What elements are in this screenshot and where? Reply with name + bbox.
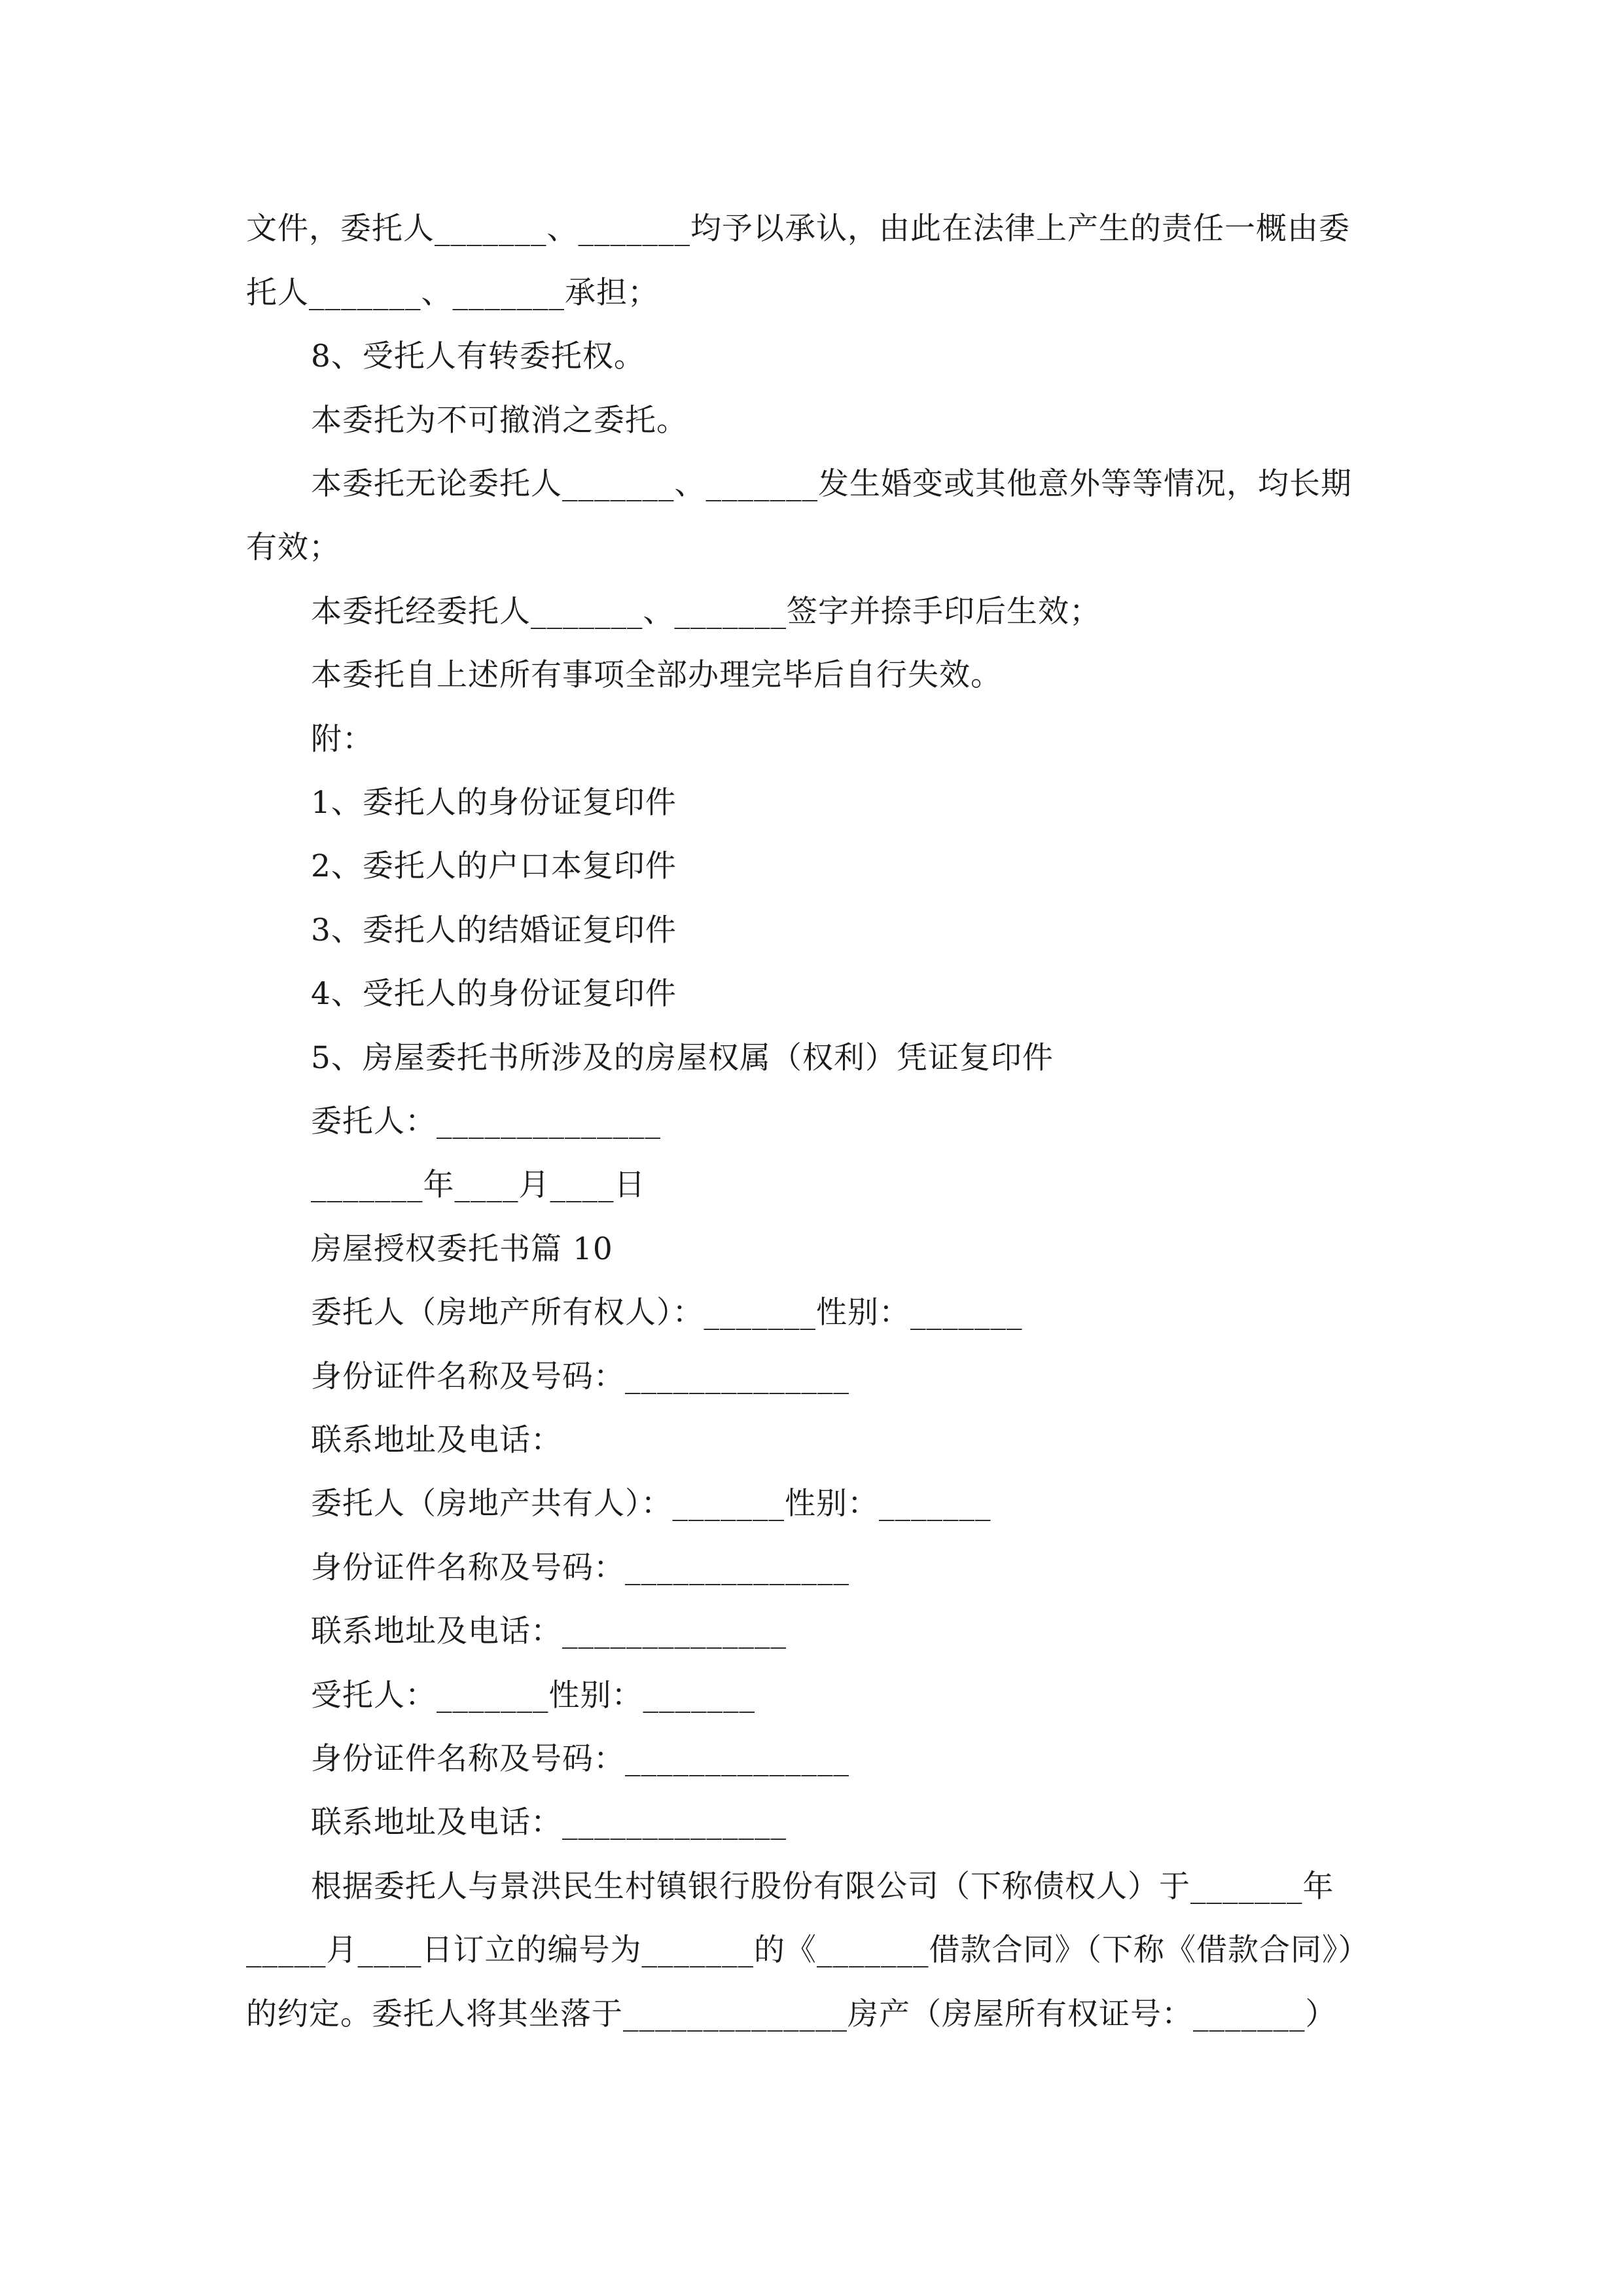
text-line: 有效；: [246, 529, 340, 565]
section-heading: 房屋授权委托书篇 10: [311, 1231, 613, 1267]
text-line: 本委托为不可撤消之委托。: [311, 403, 688, 439]
text-line: 身份证件名称及号码：______________: [311, 1741, 849, 1777]
text-line: 委托人：______________: [311, 1103, 661, 1139]
text-line: 托人_______、_______承担；: [246, 275, 659, 311]
text-line: 委托人（房地产所有权人）：_______性别：_______: [311, 1295, 1023, 1331]
text-line: 附：: [311, 721, 374, 757]
text-line: 1、委托人的身份证复印件: [311, 785, 677, 821]
text-line: 委托人（房地产共有人）：_______性别：_______: [311, 1486, 991, 1522]
text-line: 5、房屋委托书所涉及的房屋权属（权利）凭证复印件: [311, 1040, 1054, 1076]
text-line: 4、受托人的身份证复印件: [311, 976, 677, 1012]
text-line: 根据委托人与景洪民生村镇银行股份有限公司（下称债权人）于_______年: [311, 1869, 1334, 1905]
text-line: 联系地址及电话：______________: [311, 1804, 787, 1840]
text-line: _______年____月____日: [311, 1167, 646, 1203]
text-line: 的约定。委托人将其坐落于______________房产（房屋所有权证号：_______）: [246, 1996, 1337, 2032]
text-line: 联系地址及电话：: [311, 1422, 562, 1458]
text-line: 本委托经委托人_______、_______签字并捺手印后生效；: [311, 594, 1101, 630]
text-line: 3、委托人的结婚证复印件: [311, 912, 677, 948]
text-line: 受托人：_______性别：_______: [311, 1677, 755, 1713]
text-line: 身份证件名称及号码：______________: [311, 1550, 849, 1586]
text-line: 身份证件名称及号码：______________: [311, 1359, 849, 1395]
text-line: 本委托无论委托人_______、_______发生婚变或其他意外等等情况，均长期: [311, 466, 1352, 502]
text-line: 8、受托人有转委托权。: [311, 338, 645, 374]
text-line: 2、委托人的户口本复印件: [311, 848, 677, 884]
text-line: 联系地址及电话：______________: [311, 1613, 787, 1649]
text-line: _____月____日订立的编号为_______的《_______借款合同》（下称《借款合同》）: [246, 1932, 1370, 1968]
text-line: 本委托自上述所有事项全部办理完毕后自行失效。: [311, 657, 1002, 693]
text-line: 文件，委托人_______、_______均予以承认，由此在法律上产生的责任一概由委: [246, 211, 1350, 247]
